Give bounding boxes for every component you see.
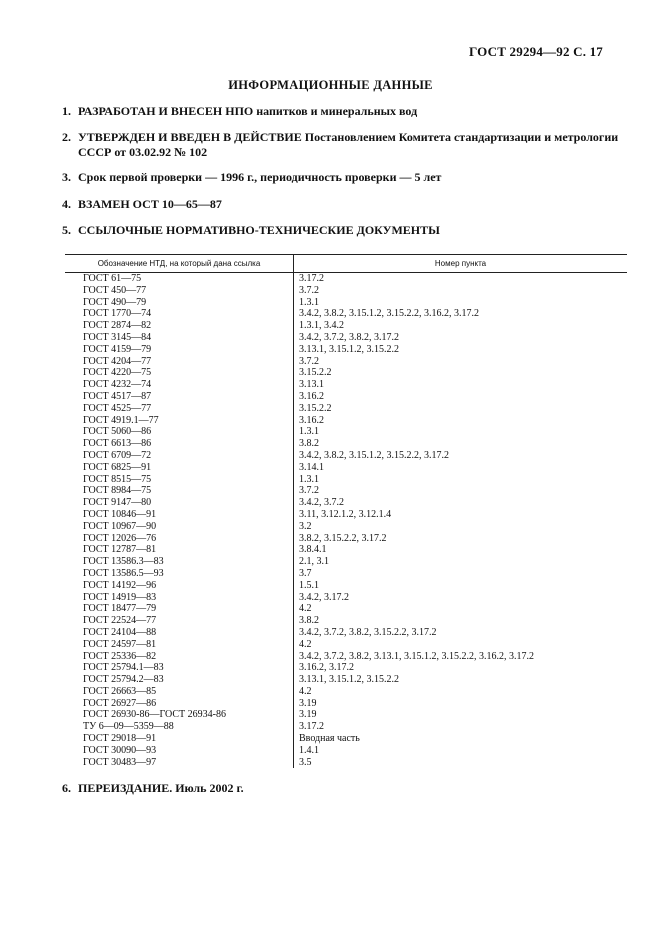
document-designation: ГОСТ 24597—81 [83, 638, 157, 650]
clause-numbers: 3.17.2 [299, 721, 324, 733]
clause-numbers: 3.4.2, 3.7.2, 3.8.2, 3.17.2 [299, 331, 399, 343]
table-row [65, 438, 627, 450]
table-row [65, 709, 627, 721]
clause-numbers: 3.16.2 [299, 390, 324, 402]
document-designation: ГОСТ 8984—75 [83, 485, 152, 497]
clause-numbers: 3.19 [299, 697, 317, 709]
table-row [65, 698, 627, 710]
table-row [65, 391, 627, 403]
item-number: 6. [62, 781, 71, 795]
item-text: РАЗРАБОТАН И ВНЕСЕН НПО напитков и минеральных вод [78, 104, 418, 118]
item-text: ССЫЛОЧНЫЕ НОРМАТИВНО-ТЕХНИЧЕСКИЕ ДОКУМЕНТЫ [78, 223, 440, 237]
clause-numbers: 3.17.2 [299, 273, 324, 284]
document-designation: ГОСТ 9147—80 [83, 497, 152, 509]
table-row [65, 662, 627, 674]
table-row [65, 686, 627, 698]
document-designation: ГОСТ 8515—75 [83, 473, 152, 485]
table-row [65, 745, 627, 757]
table-row [65, 297, 627, 309]
document-designation: ГОСТ 4525—77 [83, 402, 152, 414]
section-title: ИНФОРМАЦИОННЫЕ ДАННЫЕ [228, 78, 433, 92]
document-designation: ГОСТ 30483—97 [83, 756, 157, 768]
item-number: 4. [62, 197, 71, 211]
document-designation: ГОСТ 26930-86—ГОСТ 26934-86 [83, 709, 226, 721]
table-row [65, 332, 627, 344]
clause-numbers: 4.2 [299, 603, 312, 615]
document-designation: ГОСТ 22524—77 [83, 615, 157, 627]
table-row [65, 674, 627, 686]
document-designation: ГОСТ 26927—86 [83, 697, 157, 709]
table-row [65, 308, 627, 320]
document-designation: ГОСТ 3145—84 [83, 331, 152, 343]
clause-numbers: 3.8.2 [299, 615, 319, 627]
clause-numbers: 3.19 [299, 709, 317, 721]
page-header: ГОСТ 29294—92 С. 17 [469, 44, 603, 59]
item-text: ПЕРЕИЗДАНИЕ. Июль 2002 г. [78, 781, 244, 795]
clause-numbers: 3.7.2 [299, 284, 319, 296]
reference-table [65, 254, 627, 768]
document-designation: ГОСТ 4517—87 [83, 390, 152, 402]
clause-numbers: 1.3.1 [299, 426, 319, 438]
document-designation: ГОСТ 25794.2—83 [83, 674, 164, 686]
item-text: ВЗАМЕН ОСТ 10—65—87 [78, 197, 222, 211]
document-designation: ГОСТ 14919—83 [83, 591, 157, 603]
clause-numbers: 4.2 [299, 638, 312, 650]
table-row [65, 474, 627, 486]
document-designation: ГОСТ 30090—93 [83, 744, 157, 756]
clause-numbers: 3.13.1, 3.15.1.2, 3.15.2.2 [299, 674, 399, 686]
table-row [65, 509, 627, 521]
document-designation: ГОСТ 490—79 [83, 296, 147, 308]
document-designation: ГОСТ 12026—76 [83, 532, 157, 544]
document-designation: ГОСТ 4220—75 [83, 367, 152, 379]
clause-numbers: 3.16.2 [299, 414, 324, 426]
clause-numbers: Вводная часть [299, 733, 360, 745]
clause-numbers: 3.4.2, 3.8.2, 3.15.1.2, 3.15.2.2, 3.16.2, 3.17.2 [299, 308, 479, 320]
clause-numbers: 3.8.2 [299, 438, 319, 450]
table-row [65, 544, 627, 556]
clause-numbers: 1.3.1 [299, 473, 319, 485]
table-row [65, 497, 627, 509]
info-item-6 [62, 781, 622, 796]
clause-numbers: 3.4.2, 3.8.2, 3.15.1.2, 3.15.2.2, 3.17.2 [299, 449, 449, 461]
clause-numbers: 3.7.2 [299, 485, 319, 497]
table-row [65, 485, 627, 497]
document-designation: ГОСТ 26663—85 [83, 685, 157, 697]
table-row [65, 639, 627, 651]
clause-numbers: 3.7.2 [299, 355, 319, 367]
item-text: УТВЕРЖДЕН И ВВЕДЕН В ДЕЙСТВИЕ Постановлением Комитета стандартизации и метрологии [78, 130, 619, 144]
document-designation: ГОСТ 5060—86 [83, 426, 152, 438]
document-designation: ГОСТ 18477—79 [83, 603, 157, 615]
document-designation: ТУ 6—09—5359—88 [83, 721, 174, 733]
document-designation: ГОСТ 13586.3—83 [83, 556, 164, 568]
table-row [65, 615, 627, 627]
table-row [65, 533, 627, 545]
table-row [65, 556, 627, 568]
document-designation: ГОСТ 6613—86 [83, 438, 152, 450]
info-item-2 [62, 130, 622, 160]
clause-numbers: 3.2 [299, 520, 312, 532]
clause-numbers: 3.4.2, 3.7.2 [299, 497, 344, 509]
document-designation: ГОСТ 4919.1—77 [83, 414, 159, 426]
clause-numbers: 3.8.2, 3.15.2.2, 3.17.2 [299, 532, 387, 544]
clause-numbers: 3.5 [299, 756, 312, 768]
document-designation: ГОСТ 4204—77 [83, 355, 152, 367]
column-header-clause: Номер пункта [434, 259, 487, 268]
table-row [65, 367, 627, 379]
clause-numbers: 3.8.4.1 [299, 544, 327, 556]
clause-numbers: 3.13.1 [299, 379, 324, 391]
clause-numbers: 3.4.2, 3.7.2, 3.8.2, 3.13.1, 3.15.1.2, 3.15.2.2, 3.16.2, 3.17.2 [299, 650, 534, 662]
document-designation: ГОСТ 10846—91 [83, 508, 157, 520]
table-row [65, 356, 627, 368]
document-designation: ГОСТ 4159—79 [83, 343, 152, 355]
document-designation: ГОСТ 61—75 [83, 273, 142, 284]
clause-numbers: 3.16.2, 3.17.2 [299, 662, 354, 674]
document-designation: ГОСТ 12787—81 [83, 544, 157, 556]
clause-numbers: 4.2 [299, 685, 312, 697]
table-header [65, 254, 627, 273]
table-row [65, 450, 627, 462]
item-text: Срок первой проверки — 1996 г., периодичность проверки — 5 лет [78, 170, 442, 184]
item-text-continued: СССР от 03.02.92 № 102 [78, 145, 208, 159]
document-designation: ГОСТ 24104—88 [83, 626, 157, 638]
clause-numbers: 3.4.2, 3.7.2, 3.8.2, 3.15.2.2, 3.17.2 [299, 626, 437, 638]
document-designation: ГОСТ 13586.5—93 [83, 567, 164, 579]
table-row [65, 379, 627, 391]
document-designation: ГОСТ 450—77 [83, 284, 147, 296]
clause-numbers: 3.11, 3.12.1.2, 3.12.1.4 [299, 508, 392, 520]
table-row [65, 344, 627, 356]
table-row [65, 462, 627, 474]
clause-numbers: 1.3.1 [299, 296, 319, 308]
column-header-document: Обозначение НТД, на который дана ссылка [65, 255, 294, 272]
table-row [65, 521, 627, 533]
clause-numbers: 3.7 [299, 567, 312, 579]
clause-numbers: 1.3.1, 3.4.2 [299, 320, 344, 332]
item-number: 1. [62, 104, 71, 118]
table-row [65, 285, 627, 297]
document-designation: ГОСТ 2874—82 [83, 320, 152, 332]
item-number: 2. [62, 130, 71, 144]
document-designation: ГОСТ 29018—91 [83, 733, 157, 745]
clause-numbers: 1.4.1 [299, 744, 319, 756]
table-row [65, 651, 627, 663]
document-designation: ГОСТ 14192—96 [83, 579, 157, 591]
table-row [65, 721, 627, 733]
table-body [65, 273, 627, 768]
table-row [65, 733, 627, 745]
info-item-5 [62, 223, 622, 238]
clause-numbers: 3.4.2, 3.17.2 [299, 591, 349, 603]
clause-numbers: 3.15.2.2 [299, 367, 332, 379]
document-designation: ГОСТ 25336—82 [83, 650, 157, 662]
document-designation: ГОСТ 6825—91 [83, 461, 152, 473]
table-row [65, 403, 627, 415]
document-designation: ГОСТ 10967—90 [83, 520, 157, 532]
item-number: 3. [62, 170, 71, 184]
clause-numbers: 3.15.2.2 [299, 402, 332, 414]
clause-numbers: 1.5.1 [299, 579, 319, 591]
table-row [65, 568, 627, 580]
table-row [65, 757, 627, 769]
table-row [65, 415, 627, 427]
document-designation: ГОСТ 25794.1—83 [83, 662, 164, 674]
document-designation: ГОСТ 4232—74 [83, 379, 152, 391]
clause-numbers: 2.1, 3.1 [299, 556, 329, 568]
info-item-1 [62, 104, 622, 119]
info-item-4 [62, 197, 622, 212]
document-designation: ГОСТ 1770—74 [83, 308, 152, 320]
table-row [65, 426, 627, 438]
info-item-3 [62, 170, 622, 185]
table-row [65, 627, 627, 639]
clause-numbers: 3.14.1 [299, 461, 324, 473]
table-row [65, 320, 627, 332]
table-row [65, 580, 627, 592]
clause-numbers: 3.13.1, 3.15.1.2, 3.15.2.2 [299, 343, 399, 355]
table-row [65, 273, 627, 285]
document-designation: ГОСТ 6709—72 [83, 449, 152, 461]
table-row [65, 603, 627, 615]
item-number: 5. [62, 223, 71, 237]
table-row [65, 592, 627, 604]
